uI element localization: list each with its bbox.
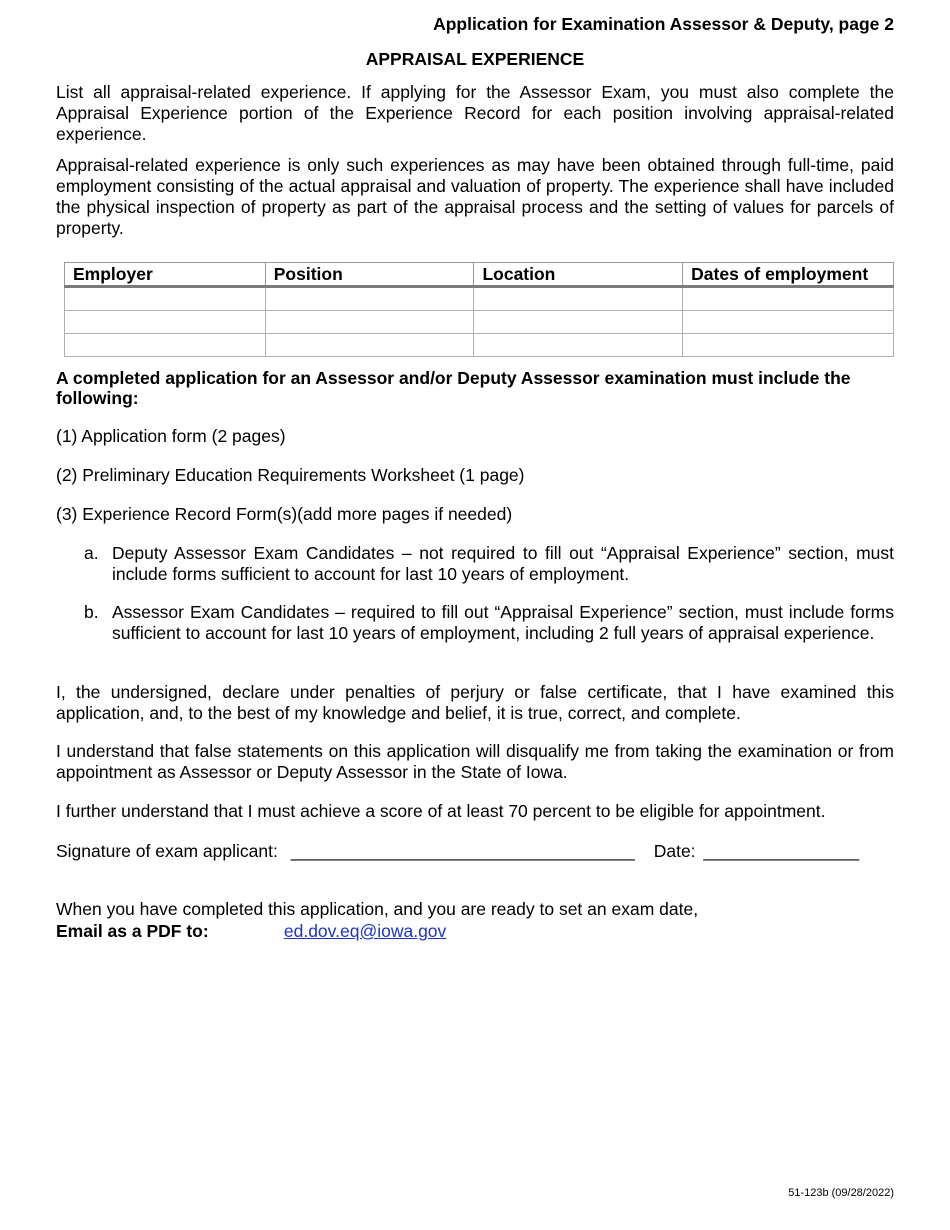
date-label: Date: <box>653 841 696 861</box>
form-number: 51-123b (09/28/2022) <box>788 1187 894 1199</box>
requirement-sub-item <box>84 543 894 584</box>
sub-item-marker: b. <box>84 602 99 622</box>
declaration-paragraph: I further understand that I must achieve a score of at least 70 percent to be eligible for appointment. <box>56 801 826 821</box>
dates-cell[interactable] <box>683 287 894 311</box>
signature-row <box>56 841 894 862</box>
email-row <box>56 921 446 942</box>
email-label: Email as a PDF to: <box>56 921 209 941</box>
requirement-item: (1) Application form (2 pages) <box>56 426 286 446</box>
employer-cell[interactable] <box>65 334 266 357</box>
page-header-title: Application for Examination Assessor & Deputy, page 2 <box>433 14 894 34</box>
sub-item-text: Assessor Exam Candidates – required to fill out “Appraisal Experience” section, must include forms sufficient to account for last 10 years of employment, including 2 full years of appraisal experience. <box>112 602 894 643</box>
table-row <box>65 334 894 357</box>
date-field[interactable]: ________________ <box>703 841 860 861</box>
location-cell[interactable] <box>474 311 683 334</box>
table-row <box>65 287 894 311</box>
column-header-dates: Dates of employment <box>683 263 894 287</box>
employer-cell[interactable] <box>65 287 266 311</box>
sub-item-marker: a. <box>84 543 99 563</box>
dates-cell[interactable] <box>683 334 894 357</box>
section-heading: APPRAISAL EXPERIENCE <box>365 49 585 69</box>
declaration-paragraph: I understand that false statements on this application will disqualify me from taking the examination or from appointment as Assessor or Deputy Assessor in the State of Iowa. <box>56 741 894 782</box>
definition-paragraph: Appraisal-related experience is only such experiences as may have been obtained through full-time, paid employment consisting of the actual appraisal and valuation of property. The experience shall have included the physical inspection of property as part of the appraisal process and the setting of values for parcels of property. <box>56 155 894 238</box>
employer-cell[interactable] <box>65 311 266 334</box>
signature-field[interactable]: ___________________________________ <box>290 841 635 861</box>
column-header-location: Location <box>474 263 683 287</box>
column-header-position: Position <box>265 263 474 287</box>
location-cell[interactable] <box>474 334 683 357</box>
declaration-paragraph: I, the undersigned, declare under penalties of perjury or false certificate, that I have examined this application, and, to the best of my knowledge and belief, it is true, correct, and complete. <box>56 682 894 723</box>
position-cell[interactable] <box>265 287 474 311</box>
column-header-employer: Employer <box>65 263 266 287</box>
requirement-item: (3) Experience Record Form(s)(add more pages if needed) <box>56 504 513 524</box>
table-row <box>65 311 894 334</box>
position-cell[interactable] <box>265 311 474 334</box>
dates-cell[interactable] <box>683 311 894 334</box>
requirement-item: (2) Preliminary Education Requirements Worksheet (1 page) <box>56 465 525 485</box>
intro-paragraph: List all appraisal-related experience. If applying for the Assessor Exam, you must also complete the Appraisal Experience portion of the Experience Record for each position involving appraisal-related experience. <box>56 82 894 144</box>
email-link[interactable]: ed.dov.eq@iowa.gov <box>283 921 447 941</box>
sub-item-text: Deputy Assessor Exam Candidates – not required to fill out “Appraisal Experience” section, must include forms sufficient to account for last 10 years of employment. <box>112 543 894 584</box>
signature-label: Signature of exam applicant: <box>56 841 278 861</box>
experience-table <box>64 262 894 357</box>
requirements-heading: A completed application for an Assessor and/or Deputy Assessor examination must include the following: <box>56 368 851 408</box>
position-cell[interactable] <box>265 334 474 357</box>
table-header-row <box>65 263 894 287</box>
submission-instruction: When you have completed this application, and you are ready to set an exam date, <box>56 899 699 919</box>
requirement-sub-item <box>84 602 894 643</box>
location-cell[interactable] <box>474 287 683 311</box>
